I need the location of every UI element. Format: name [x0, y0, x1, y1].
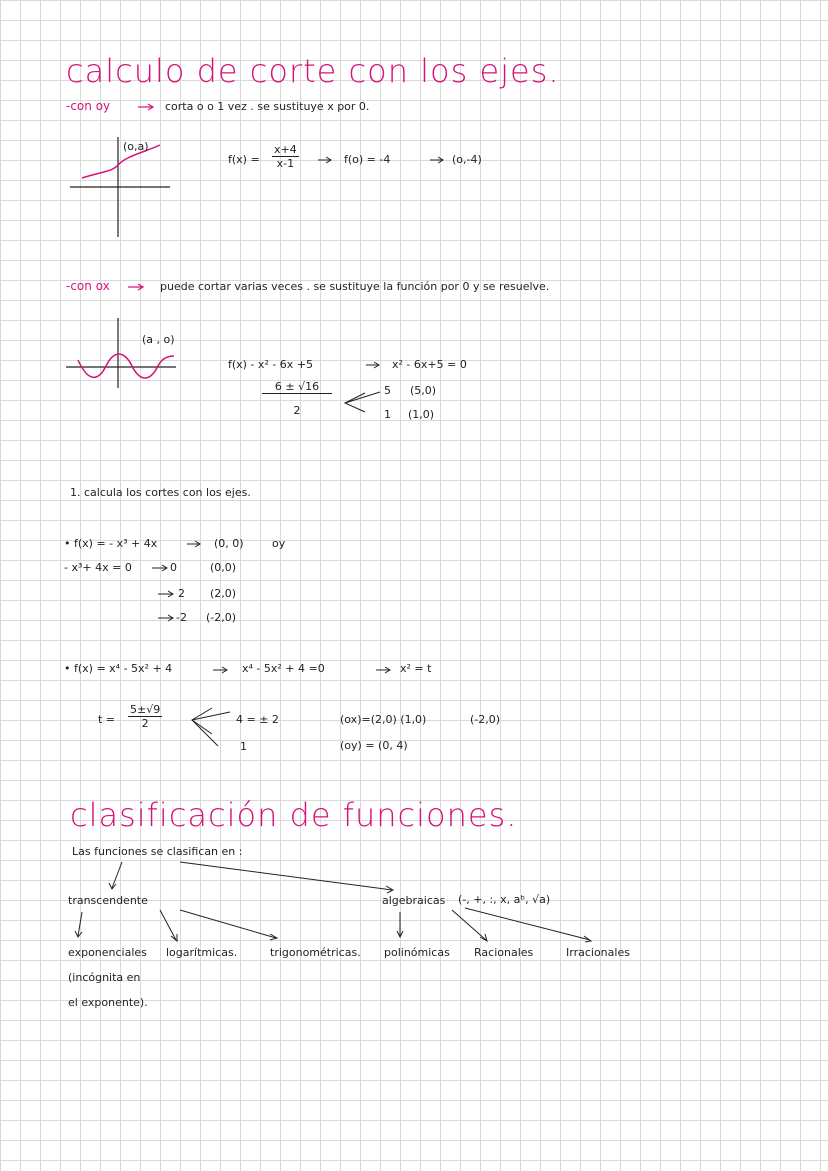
eq1-numerator: x+4 — [274, 143, 297, 156]
section-title-clasificacion: clasificación de funciones. — [70, 796, 518, 834]
eq2-fraction — [262, 380, 332, 417]
label-algebraicas: algebraicas — [382, 894, 446, 907]
note-exponenciales-1: (incógnita en — [68, 971, 141, 984]
label-algebraicas-ops: (-, +, :, x, aᵇ, √a) — [458, 893, 551, 906]
graph2-point-label: (a , o) — [142, 333, 175, 346]
eq2-rhs: x² - 6x+5 = 0 — [392, 358, 467, 371]
ex-b-ox-extra: (-2,0) — [470, 713, 501, 726]
label-trigonometricas: trigonométricas. — [270, 946, 361, 959]
eq1-denominator: x-1 — [276, 157, 295, 170]
eq1-lhs: f(x) = — [228, 153, 260, 166]
ex-b-root-1: 1 — [240, 740, 247, 753]
ex-b-line1-end: x² = t — [400, 662, 432, 675]
graph-ox-sketch — [66, 318, 176, 388]
ex-b-ox: (ox)=(2,0) (1,0) — [340, 713, 427, 726]
label-transcendente: transcendente — [68, 894, 148, 907]
ex-a-line2: - x³+ 4x = 0 — [64, 561, 132, 574]
label-irracionales: Irracionales — [566, 946, 630, 959]
arrow-icon — [138, 104, 153, 110]
ex-a-line1-axis: oy — [272, 537, 286, 550]
ex-b-numerator: 5±√9 — [130, 703, 161, 716]
ex-b-denominator: 2 — [141, 717, 149, 730]
graph-oy-sketch — [70, 137, 170, 237]
ex-a-root-0: 0 — [170, 561, 177, 574]
label-logaritmicas: logarítmicas. — [166, 946, 238, 959]
label-con-oy: -con oy — [66, 99, 111, 113]
intro-text: Las funciones se clasifican en : — [72, 845, 243, 858]
ex-a-root-2: 2 — [178, 587, 185, 600]
ex-b-fraction — [128, 703, 162, 730]
exercise-title: 1. calcula los cortes con los ejes. — [70, 486, 251, 499]
ex-b-line1: • f(x) = x⁴ - 5x² + 4 — [64, 662, 173, 675]
ex-b-t: t = — [98, 713, 116, 726]
eq2-root-1: 1 — [384, 408, 391, 421]
ex-b-root-4: 4 = ± 2 — [236, 713, 279, 726]
eq1-result: f(o) = -4 — [344, 153, 391, 166]
eq2-root-5: 5 — [384, 384, 391, 397]
eq1-point: (o,-4) — [452, 153, 482, 166]
eq2-point-5: (5,0) — [410, 384, 437, 397]
graph1-point-label: (o,a) — [123, 140, 149, 153]
label-polinomicas: polinómicas — [384, 946, 450, 959]
text-oy-description: corta o o 1 vez . se sustituye x por 0. — [165, 100, 370, 113]
ex-a-point-0: (0,0) — [210, 561, 237, 574]
eq2-numerator: 6 ± √16 — [262, 380, 332, 394]
eq2-denominator: 2 — [293, 404, 301, 417]
label-exponenciales: exponenciales — [68, 946, 147, 959]
eq2-point-1: (1,0) — [408, 408, 435, 421]
note-exponenciales-2: el exponente). — [68, 996, 148, 1009]
ex-a-point-2: (2,0) — [210, 587, 237, 600]
section-title-cortes: calculo de corte con los ejes. — [66, 52, 560, 90]
ex-a-root-neg2: -2 — [176, 611, 187, 624]
ex-a-line1-point: (0, 0) — [214, 537, 244, 550]
ex-a-line1: • f(x) = - x³ + 4x — [64, 537, 158, 550]
eq2-lhs: f(x) - x² - 6x +5 — [228, 358, 314, 371]
text-ox-description: puede cortar varias veces . se sustituye la función por 0 y se resuelve. — [160, 280, 550, 293]
ex-a-point-neg2: (-2,0) — [206, 611, 237, 624]
ex-b-line1-mid: x⁴ - 5x² + 4 =0 — [242, 662, 325, 675]
label-racionales: Racionales — [474, 946, 534, 959]
eq1-fraction — [272, 143, 299, 170]
ex-b-oy: (oy) = (0, 4) — [340, 739, 408, 752]
label-con-ox: -con ox — [66, 279, 110, 293]
